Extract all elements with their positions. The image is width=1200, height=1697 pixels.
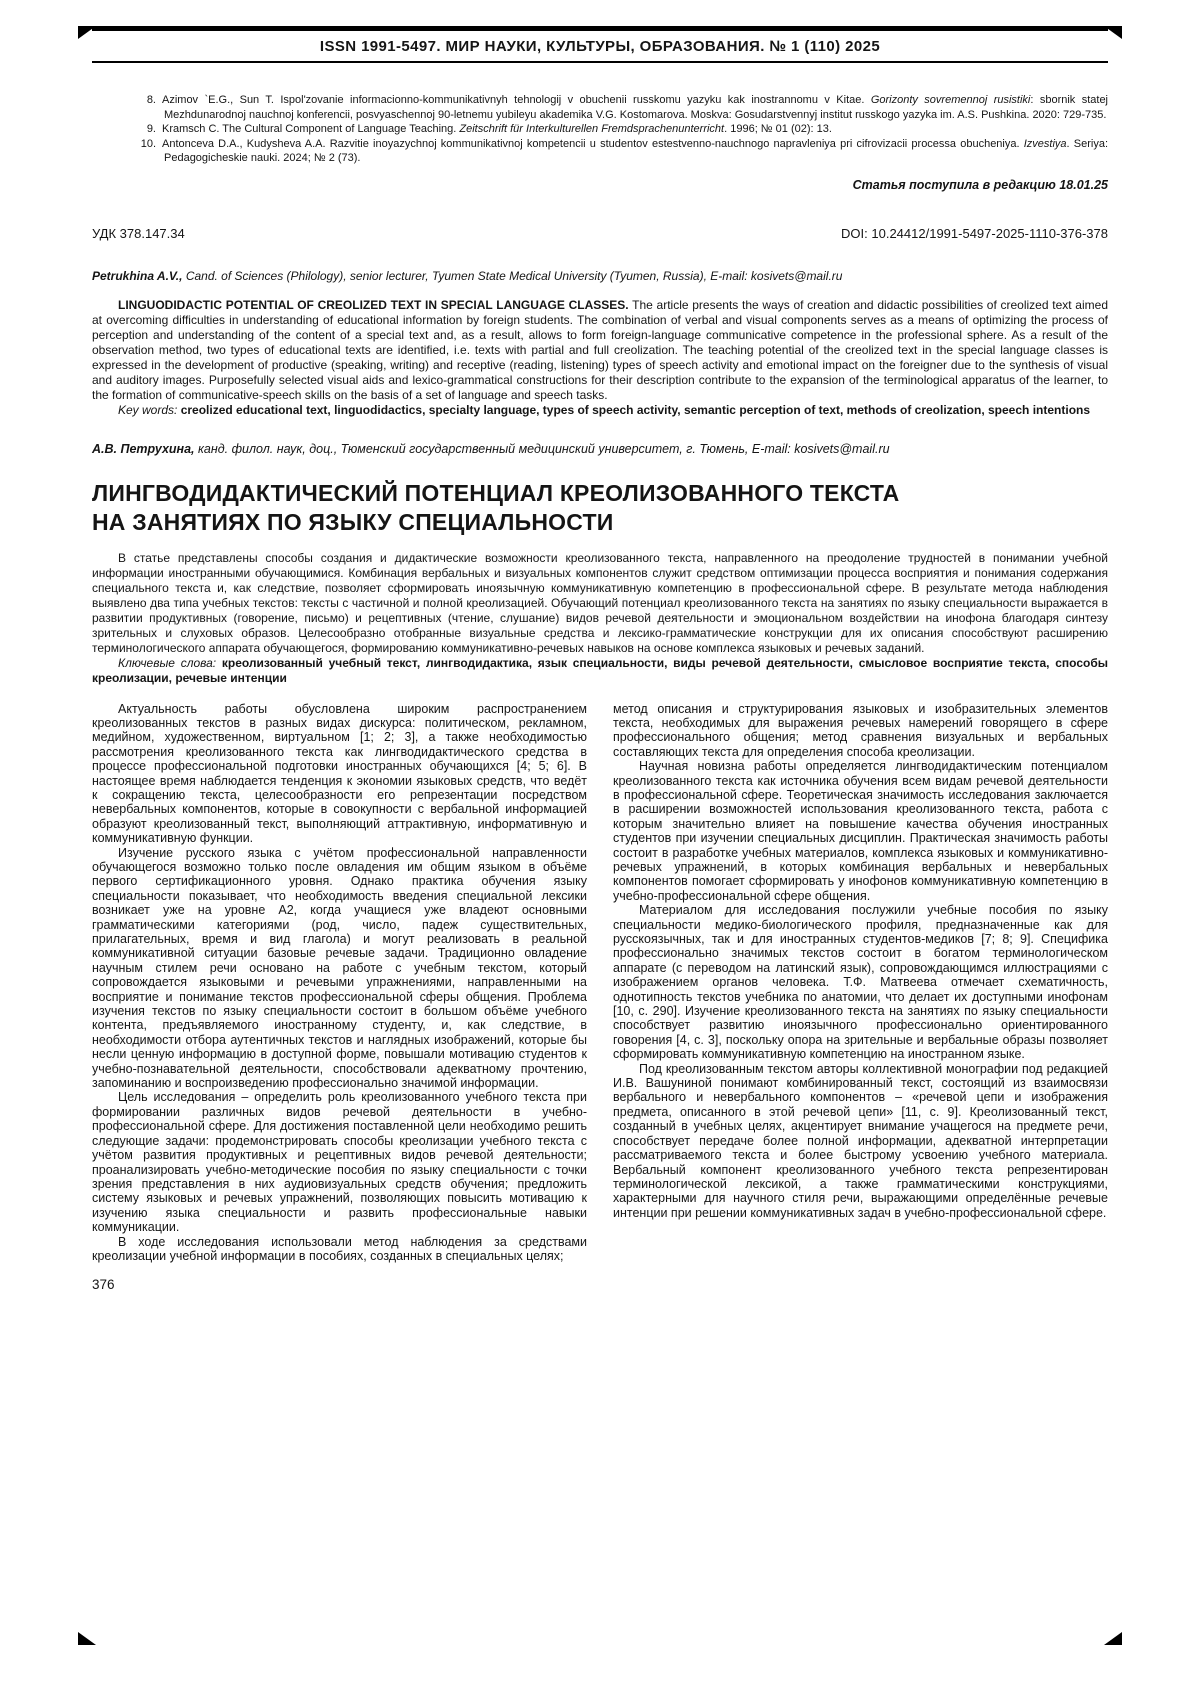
author-name-en: Petrukhina A.V., [92,268,183,283]
udk-doi-row [92,226,1108,241]
article-title [92,479,1108,537]
reference-source-italic: Gorizonty sovremennoj rusistiki [870,94,1031,106]
reference-source-italic: Zeitschrift für Interkulturellen Fremdsprachenunterricht [459,123,725,135]
reference-number: 10. [140,137,156,150]
doi-number: DOI: 10.24412/1991-5497-2025-1110-376-378 [841,225,1108,241]
body-column-right [613,702,1108,1264]
author-line-ru [92,442,1108,457]
author-line-en [92,269,1108,284]
header-rule-thin [92,61,1108,63]
received-date: Статья поступила в редакцию 18.01.25 [852,177,1108,192]
reference-list [130,93,1108,166]
reference-item [130,122,1108,137]
scan-artifact-corner-bottom-right [1104,1632,1122,1645]
reference-text-part: Antonceva D.A., Kudysheva A.A. Razvitie inoyazychnoj kommunikativnoj kompetencii u studentov estestvenno-nauchnogo napravleniya pri cifrovizacii processa obucheniya. [162,137,1024,150]
reference-text [162,94,1108,121]
reference-text-part: Kramsch C. The Cultural Component of Language Teaching. [162,123,460,135]
article-abstract-en [92,298,1108,403]
abstract-title-en: LINGUODIDACTIC POTENTIAL OF CREOLIZED TEXT IN SPECIAL LANGUAGE CLASSES. [118,297,629,312]
paragraph: Цель исследования – определить роль креолизованного учебного текста при формировании различных видов речевой деятельности в учебно-профессиональной сфере. Для достижения поставленной цели необходимо решить следующие задачи: продемонстрировать способы креолизации учебного текста с учётом развития продуктивных и рецептивных видов речевой деятельности; проанализировать учебно-методические пособия по языку специальности с точки зрения представления в них аудиовизуальных средств обучения; предложить систему языковых и речевых упражнений, позволяющих повысить мотивацию к изучению языка специальности и развить профессиональные навыки коммуникации. [92,1090,587,1235]
body-columns [92,702,1108,1264]
paragraph: Материалом для исследования послужили учебные пособия по языку специальности медико-биологического профиля, предназначенные как для русскоязычных, так и для иностранных студентов-медиков [7; 8; 9]. Специфика профессионально значимых текстов состоит в богатом терминологическом аппарате (с переводом на латинский язык), сопровождающимся иллюстрациями с изображением органов человека. Т.Ф. Матвеева отмечает схематичность, однотипность текстов учебника по анатомии, что делает их доступными инофонам [10, с. 290]. Изучение креолизованного текста на занятиях по языку специальности способствует развитию иноязычного профессионально ориентированного говорения [4, с. 3], поскольку опора на зрительные и вербальные образы позволяет сформировать коммуникативную компетенцию на иностранном языке. [613,903,1108,1062]
reference-text [162,123,832,135]
reference-text [162,138,1108,165]
reference-text-part: . Seriya: Pedagogicheskie nauki. 2024; № 2 (73). [164,137,1108,164]
author-name-ru: А.В. Петрухина, [92,441,195,456]
body-column-left [92,702,587,1264]
journal-header: ISSN 1991-5497. МИР НАУКИ, КУЛЬТУРЫ, ОБРАЗОВАНИЯ. № 1 (110) 2025 [319,38,881,55]
article-title-line2: НА ЗАНЯТИЯХ ПО ЯЗЫКУ СПЕЦИАЛЬНОСТИ [92,508,614,535]
keywords-label-ru: Ключевые слова: [118,655,217,670]
keywords-ru [92,656,1108,686]
keywords-text-en: creolized educational text, linguodidactics, specialty language, types of speech activity, semantic perception of text, methods of creolization, speech intentions [180,402,1091,417]
keywords-en [92,403,1108,418]
reference-text-part: Azimov `E.G., Sun T. Ispol'zovanie informacionno-kommunikativnyh tehnologij v obuchenii russkomu yazyku kak inostrannomu v Kitae. [162,94,871,106]
scan-artifact-corner-bottom-left [78,1632,96,1645]
paragraph: Актуальность работы обусловлена широким распространением креолизованных текстов в разных видах дискурса: политическом, рекламном, медийном, художественном, виртуальном [1; 2; 3], а также необходимостью рассмотрения креолизованного текста как лингводидактического средства в процессе профессиональной подготовки иностранных обучающихся [4; 5; 6]. В настоящее время наблюдается тенденция к экономии языковых средств, что ведёт к сокращению текста, целесообразности его репрезентации посредством невербальных компонентов, которые в совокупности с вербальной информацией образуют креолизованный текст, выполняющий аттрактивную, информативную и коммуникативную функции. [92,701,587,846]
reference-item [130,93,1108,122]
keywords-text-ru: креолизованный учебный текст, лингводидактика, язык специальности, виды речевой деятельности, смысловое восприятие текста, способы креолизации, речевые интенции [92,655,1108,685]
article-abstract-ru: В статье представлены способы создания и дидактические возможности креолизованного текста, направленного на преодоление трудностей в понимании учебной информации иностранными обучающимися. Комбинация вербальных и визуальных компонентов служит средством оптимизации процесса восприятия и понимания содержания специального текста и, как следствие, позволяет сформировать иноязычную коммуникативную компетенцию в профессиональной сфере. В результате метода наблюдения выявлено два типа учебных текстов: тексты с частичной и полной креолизацией. Обучающий потенциал креолизованного текста на занятиях по языку специальности выражается в развитии продуктивных (говорение, письмо) и рецептивных (чтение, слушание) видов речевой деятельности и эмоциональном воздействии на инофона благодаря синтезу зрительных и слуховых образов. Целесообразно отобранные визуальные средства и лексико-грамматические конструкции для их описания способствуют расширению терминологического аппарата обучающегося, формированию коммуникативно-речевых навыков на основе комплекса языковых и речевых заданий. [92,550,1108,655]
keywords-label-en: Key words: [118,402,178,417]
paragraph: Под креолизованным текстом авторы коллективной монографии под редакцией И.В. Вашуниной понимают комбинированный текст, состоящий из взаимосвязи вербального и невербального компонентов – «речевой цепи и изображения предмета, описанного в этой речевой цепи» [11, с. 9]. Креолизованный текст, созданный в учебных целях, акцентирует внимание учащегося на предмете речи, способствует передаче более полной информации, адекватной интерпретации рассматриваемого текста и более быстрому усвоению учебного материала. Вербальный компонент креолизованного учебного текста репрезентирован терминологической лексикой, а также грамматическими конструкциями, характерными для научного стиля речи, выражающими определённые речевые интенции при решении коммуникативных задач в учебно-профессиональной сфере. [613,1061,1108,1220]
author-affiliation-en: Cand. of Sciences (Philology), senior lecturer, Tyumen State Medical University (Tyumen, Russia), E-mail: kosivets@mail.ru [182,268,843,283]
article-title-line1: ЛИНГВОДИДАКТИЧЕСКИЙ ПОТЕНЦИАЛ КРЕОЛИЗОВАННОГО ТЕКСТА [92,479,900,506]
reference-number: 8. [146,94,156,106]
reference-item [130,137,1108,166]
paragraph: В ходе исследования использовали метод наблюдения за средствами креолизации учебной информации в пособиях, созданных в специальных целях; [92,1234,587,1263]
abstract-text-en: The article presents the ways of creation and didactic possibilities of creolized text aimed at overcoming difficulties in understanding of educational information by foreign students. The combination of verbal and visual components serves as a means of optimizing the process of perception and understanding of the content of a special text and, as a result, allows to form foreign-language communicative competence in the professional sphere. As a result of the observation method, two types of educational texts are identified, i.e. texts with partial and full creolization. The teaching potential of the creolized text in the special language classes is expressed in the development of productive (speaking, writing) and receptive (reading, listening) types of speech activity and emotional impact on the foreigner due to the synthesis of visual and auditory images. Purposefully selected visual aids and lexico-grammatical constructions for their description contribute to the expansion of the terminological apparatus of the learner, to the formation of communicative-speech skills on the basis of a set of language and speech tasks. [92,297,1108,402]
page-number: 376 [92,1277,115,1293]
author-affiliation-ru: канд. филол. наук, доц., Тюменский государственный медицинский университет, г. Тюмень, E-mail: kosivets@mail.ru [194,441,890,456]
reference-text-part: : sbornik statej Mezhdunarodnoj nauchnoj konferencii, posvyaschennoj 90-letnemu yubileyu akademika V.G. Kostomarova. Moskva: Gosudarstvennyj institut russkogo yazyka im. A.S. Pushkina. 2020: 729-735. [164,94,1108,121]
reference-source-italic: Izvestiya [1023,137,1067,150]
reference-number: 9. [146,123,156,135]
paragraph: Научная новизна работы определяется лингводидактическим потенциалом креолизованного текста как источника обучения всем видам речевой деятельности в профессиональной сфере. Теоретическая значимость исследования заключается в расширении возможностей использования креолизованного текста, работа с которым значительно влияет на повышение качества обучения иностранных студентов при изучении специальных дисциплин. Практическая значимость работы состоит в разработке учебных материалов, комплекса языковых и коммуникативно-речевых упражнений, в которых комбинация вербальных и невербальных компонентов помогает сформировать у инофонов коммуникативную компетенцию в учебно-профессиональной сфере общения. [613,759,1108,903]
reference-text-part: . 1996; № 01 (02): 13. [724,123,832,135]
paragraph: метод описания и структурирования языковых и изобразительных элементов текста, необходимых для выражения речевых намерений говорящего в сфере профессионального общения; метод сравнения визуальных и вербальных составляющих текста для определения способа креолизации. [613,701,1108,759]
paragraph: Изучение русского языка с учётом профессиональной направленности обучающегося возможно только после овладения им общим языком в объёме первого сертификационного уровня. Однако практика обучения языку специальности показывает, что необходимость введения специальной лексики возникает уже на уровне А2, когда учащиеся уже владеют основными грамматическими категориями (род, число, падеж существительных, прилагательных, время и вид глагола) и могут реализовать в реальной коммуникативной ситуации базовые речевые задачи. Традиционно овладение научным стилем речи основано на работе с учебным текстом, который сопровождается языковыми и речевыми упражнениями, направленными на восприятие и понимание текстов профессиональной сферы общения. Проблема изучения текстов по языку специальности состоит в большом объёме учебного контента, предъявляемого иностранному студенту, и, как следствие, в необходимости отбора аутентичных текстов и наглядных изображений, которые бы несли ценную информацию в доступной форме, повышали мотивацию студентов к учебно-познавательной деятельности, способствовали адекватному прочтению, запоминанию и воспроизведению профессионально значимой информации. [92,845,587,1091]
udk-number: УДК 378.147.34 [92,225,185,241]
